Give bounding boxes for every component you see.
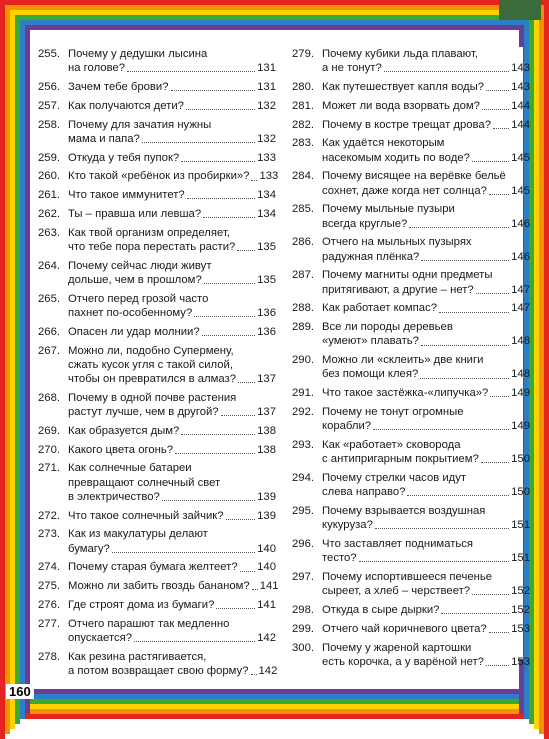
toc-entry	[292, 471, 530, 499]
toc-entry-number: 293.	[292, 438, 314, 451]
toc-entry-title-line: Все ли породы деревьев	[322, 321, 453, 334]
toc-entry-page: 153	[511, 655, 530, 668]
dot-leader	[375, 528, 509, 529]
toc-entry-number: 296.	[292, 537, 314, 550]
toc-entry	[38, 169, 279, 183]
toc-entry-title-line: Ты – правша или левша?	[68, 207, 202, 220]
toc-entry-page: 153	[511, 622, 530, 635]
toc-entry-page: 152	[511, 603, 530, 616]
toc-entry-title-line: Опасен ли удар молнии?	[68, 325, 200, 338]
toc-entry	[38, 424, 276, 438]
toc-entry-page: 144	[511, 99, 530, 112]
toc-entry-title-line: Отчего на мыльных пузырях	[322, 236, 472, 249]
toc-entry-number: 276.	[38, 598, 60, 611]
toc-entry	[38, 527, 276, 555]
toc-entry-page: 148	[511, 335, 530, 348]
toc-entry-title-line: Почему у дедушки лысина	[68, 48, 208, 60]
dot-leader	[134, 641, 255, 642]
toc-entry	[38, 650, 276, 678]
toc-entry-title-line: Почему стрелки часов идут	[322, 471, 467, 484]
toc-entry-page: 134	[257, 189, 276, 202]
dot-leader	[194, 316, 255, 317]
toc-entry-page: 142	[258, 664, 278, 677]
rainbow-band-right	[544, 0, 549, 739]
toc-entry-title-line: дольше, чем в прошлом?	[68, 273, 202, 286]
toc-entry-title-line: сыреет, а хлеб – черствеет?	[322, 585, 471, 598]
toc-entry-number: 255.	[38, 48, 60, 60]
toc-entry-number: 288.	[292, 302, 314, 315]
table-of-contents-page	[38, 47, 530, 677]
dot-leader	[482, 109, 509, 110]
toc-entry	[292, 438, 530, 466]
toc-entry	[38, 443, 276, 457]
toc-entry	[38, 292, 276, 320]
toc-entry-title-line: Зачем тебе брови?	[68, 81, 169, 93]
toc-entry	[292, 622, 530, 636]
toc-entry-title-line: Откуда в сыре дырки?	[322, 603, 440, 616]
toc-entry-title-line: слева направо?	[322, 486, 406, 499]
dot-leader	[476, 293, 509, 294]
toc-entry-title-line: а потом возвращает свою форму?	[68, 664, 249, 677]
toc-entry-page: 143	[511, 62, 530, 75]
rainbow-band-bottom	[10, 704, 539, 709]
toc-entry-title-line: мама и папа?	[68, 132, 140, 145]
dot-leader	[162, 500, 255, 501]
toc-entry-title-line: Отчего перед грозой часто	[68, 292, 209, 305]
dot-leader	[127, 71, 255, 72]
toc-entry	[38, 207, 276, 221]
toc-entry	[38, 461, 276, 504]
toc-entry-number: 265.	[38, 292, 60, 305]
dot-leader	[481, 462, 509, 463]
toc-entry	[292, 386, 530, 400]
dot-leader	[181, 161, 255, 162]
toc-entry-title-line: Почему в костре трещат дрова?	[322, 118, 492, 131]
toc-entry	[292, 136, 530, 164]
toc-entry-number: 274.	[38, 561, 60, 574]
toc-entry-title-line: бумагу?	[68, 542, 110, 555]
toc-entry-page: 138	[257, 443, 276, 456]
toc-entry-number: 264.	[38, 259, 60, 272]
toc-entry-page: 140	[257, 542, 276, 555]
toc-entry-number: 295.	[292, 504, 314, 517]
toc-entry-page: 144	[511, 118, 530, 131]
dot-leader	[171, 90, 256, 91]
dot-leader	[240, 571, 256, 572]
toc-entry-title-line: Отчего парашют так медленно	[68, 617, 230, 630]
toc-entry-page: 146	[511, 250, 530, 263]
toc-entry-page: 152	[511, 585, 530, 598]
dot-leader	[439, 312, 509, 313]
toc-entry-title-line: пахнет по-особенному?	[68, 306, 193, 319]
toc-entry-number: 280.	[292, 81, 314, 93]
dot-leader	[489, 632, 509, 633]
toc-entry-number: 289.	[292, 321, 314, 334]
page-number: 160	[6, 684, 34, 699]
toc-entry	[38, 325, 276, 339]
toc-entry-number: 279.	[292, 48, 314, 60]
toc-entry	[38, 99, 276, 113]
toc-right-column	[292, 47, 530, 674]
toc-entry	[38, 118, 276, 146]
toc-entry	[292, 641, 530, 669]
toc-entry-page: 141	[257, 598, 276, 611]
toc-entry-number: 271.	[38, 462, 60, 475]
toc-entry-number: 287.	[292, 269, 314, 282]
toc-entry-page: 143	[511, 81, 530, 93]
dot-leader	[493, 128, 509, 129]
toc-entry-title-line: Как из макулатуры делают	[68, 528, 208, 541]
toc-entry-number: 256.	[38, 81, 60, 93]
toc-entry-title-line: Отчего чай коричневого цвета?	[322, 622, 487, 635]
toc-entry-title-line: что тебе пора перестать расти?	[68, 240, 236, 253]
toc-entry	[38, 560, 276, 574]
toc-entry-number: 300.	[292, 641, 314, 654]
toc-entry	[38, 259, 276, 287]
toc-entry-page: 133	[257, 151, 276, 164]
toc-entry-page: 140	[257, 561, 276, 574]
toc-entry-title-line: Как образуется дым?	[68, 424, 180, 437]
dot-leader	[489, 194, 509, 195]
toc-entry-number: 283.	[292, 137, 314, 150]
dot-leader	[221, 415, 256, 416]
toc-entry-page: 131	[257, 81, 276, 93]
toc-entry-number: 272.	[38, 509, 60, 522]
toc-entry-number: 266.	[38, 325, 60, 338]
toc-entry-title-line: а не тонут?	[322, 62, 382, 75]
toc-entry	[38, 47, 276, 75]
rainbow-band-bottom	[15, 699, 534, 704]
dot-leader	[486, 90, 509, 91]
dot-leader	[441, 613, 509, 614]
toc-entry-title-line: Почему старая бумага желтеет?	[68, 561, 238, 574]
toc-entry-title-line: Почему у жареной картошки	[322, 641, 472, 654]
toc-entry-title-line: насекомым ходить по воде?	[322, 151, 470, 164]
toc-entry-title-line: корабли?	[322, 420, 372, 433]
toc-entry-number: 257.	[38, 99, 60, 112]
toc-entry-page: 151	[511, 552, 530, 565]
toc-entry-page: 150	[511, 486, 530, 499]
toc-entry	[292, 504, 530, 532]
toc-entry-title-line: Почему сейчас люди живут	[68, 259, 212, 272]
dot-leader	[238, 382, 255, 383]
toc-entry-title-line: Может ли вода взорвать дом?	[322, 99, 480, 112]
toc-entry-page: 132	[257, 99, 276, 112]
toc-entry-title-line: Почему для зачатия нужны	[68, 118, 212, 131]
toc-entry-title-line: Откуда у тебя пупок?	[68, 151, 180, 164]
toc-entry	[292, 235, 530, 263]
toc-entry-number: 260.	[38, 170, 60, 183]
toc-entry-page: 141	[259, 580, 279, 593]
toc-entry-number: 262.	[38, 207, 60, 220]
toc-entry-page: 148	[511, 368, 530, 381]
toc-entry-page: 132	[257, 132, 276, 145]
rainbow-band-right	[539, 5, 544, 734]
toc-entry-number: 290.	[292, 354, 314, 367]
toc-entry	[38, 188, 276, 202]
dot-leader	[187, 198, 255, 199]
toc-entry	[38, 598, 276, 612]
toc-entry-title-line: сохнет, даже когда нет солнца?	[322, 184, 487, 197]
toc-entry-title-line: Что такое солнечный зайчик?	[68, 509, 224, 522]
toc-entry	[38, 80, 276, 94]
toc-entry-page: 131	[257, 62, 276, 75]
toc-entry-title-line: Можно ли, подобно Супермену,	[68, 344, 234, 357]
toc-entry-title-line: Можно ли забить гвоздь бананом?	[68, 580, 250, 593]
toc-entry	[292, 405, 530, 433]
toc-entry-title-line: Почему кубики льда плавают,	[322, 48, 478, 60]
toc-entry-number: 286.	[292, 236, 314, 249]
corner-image-fragment	[499, 0, 541, 20]
toc-entry-title-line: Как получаются дети?	[68, 99, 184, 112]
toc-entry	[38, 344, 276, 387]
toc-entry-page: 151	[511, 519, 530, 532]
toc-entry	[292, 603, 530, 617]
toc-entry-page: 133	[259, 170, 279, 183]
toc-entry-title-line: Как работает компас?	[322, 302, 438, 315]
toc-entry-number: 267.	[38, 344, 60, 357]
toc-entry	[292, 99, 530, 113]
toc-entry-page: 137	[257, 405, 276, 418]
toc-entry-number: 284.	[292, 170, 314, 183]
dot-leader	[181, 434, 255, 435]
toc-entry-page: 147	[511, 283, 530, 296]
toc-entry-page: 146	[511, 217, 530, 230]
dot-leader	[204, 283, 255, 284]
dot-leader	[486, 665, 509, 666]
toc-entry-page: 136	[257, 306, 276, 319]
dot-leader	[420, 378, 509, 379]
toc-entry	[38, 391, 276, 419]
toc-left-column	[38, 47, 279, 683]
toc-entry-title-line: Как солнечные батареи	[68, 462, 192, 475]
toc-entry-page: 147	[511, 302, 530, 315]
toc-entry-title-line: есть корочка, а у варёной нет?	[322, 655, 484, 668]
toc-entry-page: 142	[257, 631, 276, 644]
toc-entry	[292, 320, 530, 348]
toc-entry-title-line: в электричество?	[68, 490, 160, 503]
toc-entry-title-line: Почему испортившееся печенье	[322, 570, 493, 583]
toc-entry	[292, 80, 530, 94]
dot-leader	[175, 453, 255, 454]
toc-entry-title-line: всегда круглые?	[322, 217, 408, 230]
toc-entry-page: 135	[257, 273, 276, 286]
toc-entry-page: 136	[257, 325, 276, 338]
toc-entry-title-line: «умеют» плавать?	[322, 335, 419, 348]
toc-entry-number: 261.	[38, 189, 60, 202]
toc-entry-title-line: опускается?	[68, 631, 133, 644]
rainbow-band-right	[534, 10, 539, 729]
toc-entry-title-line: Почему висящее на верёвке бельё	[322, 170, 506, 183]
toc-entry-title-line: Где строят дома из бумаги?	[68, 598, 215, 611]
dot-leader	[472, 161, 509, 162]
toc-entry-title-line: Что такое застёжка-«липучка»?	[322, 387, 489, 400]
toc-entry-number: 285.	[292, 203, 314, 216]
toc-entry-page: 150	[511, 453, 530, 466]
toc-entry-page: 145	[511, 151, 530, 164]
toc-entry	[38, 226, 276, 254]
rainbow-band-bottom	[5, 709, 544, 714]
dot-leader	[251, 674, 257, 675]
toc-entry	[292, 353, 530, 381]
toc-entry-number: 270.	[38, 443, 60, 456]
dot-leader	[251, 180, 257, 181]
dot-leader	[142, 142, 255, 143]
toc-entry-title-line: Как путешествует капля воды?	[322, 81, 485, 93]
toc-entry-title-line: Кто такой «ребёнок из пробирки»?	[68, 170, 250, 183]
dot-leader	[252, 589, 258, 590]
toc-entry	[38, 617, 276, 645]
toc-entry-title-line: на голове?	[68, 62, 126, 75]
toc-entry	[38, 509, 276, 523]
toc-entry-number: 273.	[38, 528, 60, 541]
dot-leader	[421, 345, 509, 346]
dot-leader	[490, 396, 509, 397]
dot-leader	[237, 250, 255, 251]
toc-entry	[292, 570, 530, 598]
toc-entry-number: 275.	[38, 580, 60, 593]
toc-entry-number: 263.	[38, 226, 60, 239]
toc-entry-number: 282.	[292, 118, 314, 131]
toc-entry-title-line: Как «работает» сковорода	[322, 438, 461, 451]
toc-entry-title-line: Как удаётся некоторым	[322, 137, 445, 150]
toc-entry-page: 139	[257, 490, 276, 503]
toc-entry-page: 138	[257, 424, 276, 437]
toc-entry	[38, 151, 276, 165]
toc-entry-page: 134	[257, 207, 276, 220]
toc-entry-number: 278.	[38, 650, 60, 663]
toc-entry-title-line: Почему магниты одни предметы	[322, 269, 493, 282]
toc-entry-title-line: без помощи клея?	[322, 368, 419, 381]
toc-entry-number: 277.	[38, 617, 60, 630]
dot-leader	[226, 519, 256, 520]
toc-entry-title-line: чтобы он превратился в алмаз?	[68, 372, 236, 385]
toc-entry-number: 298.	[292, 603, 314, 616]
toc-entry-title-line: Что такое иммунитет?	[68, 189, 185, 202]
toc-entry-number: 269.	[38, 424, 60, 437]
toc-entry-title-line: Почему в одной почве растения	[68, 391, 237, 404]
rainbow-band-bottom	[25, 689, 524, 694]
toc-entry-title-line: Можно ли «склеить» две книги	[322, 354, 484, 367]
toc-entry-number: 268.	[38, 391, 60, 404]
dot-leader	[216, 608, 255, 609]
toc-entry-number: 281.	[292, 99, 314, 112]
toc-entry-title-line: тесто?	[322, 552, 357, 565]
toc-entry-page: 139	[257, 509, 276, 522]
dot-leader	[202, 335, 256, 336]
toc-entry-title-line: кукуруза?	[322, 519, 373, 532]
toc-entry-title-line: Что заставляет подниматься	[322, 537, 474, 550]
toc-entry-number: 292.	[292, 405, 314, 418]
toc-entry-title-line: радужная плёнка?	[322, 250, 420, 263]
toc-entry-number: 258.	[38, 118, 60, 131]
dot-leader	[421, 260, 509, 261]
toc-entry-number: 297.	[292, 570, 314, 583]
toc-entry-number: 291.	[292, 387, 314, 400]
toc-entry	[292, 301, 530, 315]
toc-entry-title-line: превращают солнечный свет	[68, 476, 221, 489]
toc-entry	[292, 47, 530, 75]
dot-leader	[186, 109, 255, 110]
toc-entry-title-line: Почему мыльные пузыри	[322, 203, 455, 216]
toc-entry	[38, 579, 279, 593]
dot-leader	[373, 429, 509, 430]
toc-entry	[292, 169, 530, 197]
toc-entry-title-line: Как резина растягивается,	[68, 650, 207, 663]
toc-entry	[292, 118, 530, 132]
toc-entry	[292, 268, 530, 296]
toc-entry-page: 135	[257, 240, 276, 253]
toc-entry-title-line: Почему взрывается воздушная	[322, 504, 486, 517]
rainbow-band-bottom	[0, 714, 549, 719]
toc-entry-title-line: Почему не тонут огромные	[322, 405, 464, 418]
toc-entry-title-line: притягивают, а другие – нет?	[322, 283, 474, 296]
rainbow-band-bottom	[20, 694, 529, 699]
dot-leader	[203, 217, 255, 218]
toc-entry-page: 149	[511, 387, 530, 400]
toc-entry-number: 259.	[38, 151, 60, 164]
dot-leader	[407, 495, 509, 496]
toc-entry-page: 137	[257, 372, 276, 385]
toc-entry-page: 145	[511, 184, 530, 197]
toc-entry-title-line: с антипригарным покрытием?	[322, 453, 479, 466]
toc-entry-number: 299.	[292, 622, 314, 635]
toc-entry-title-line: растут лучше, чем в другой?	[68, 405, 219, 418]
toc-entry-title-line: Как твой организм определяет,	[68, 226, 230, 239]
toc-entry	[292, 537, 530, 565]
toc-entry	[292, 202, 530, 230]
dot-leader	[409, 227, 509, 228]
dot-leader	[112, 552, 255, 553]
toc-entry-number: 294.	[292, 471, 314, 484]
toc-entry-title-line: Какого цвета огонь?	[68, 443, 174, 456]
toc-entry-page: 149	[511, 420, 530, 433]
dot-leader	[384, 71, 509, 72]
dot-leader	[472, 594, 509, 595]
toc-entry-title-line: сжать кусок угля с такой силой,	[68, 358, 233, 371]
dot-leader	[359, 561, 510, 562]
